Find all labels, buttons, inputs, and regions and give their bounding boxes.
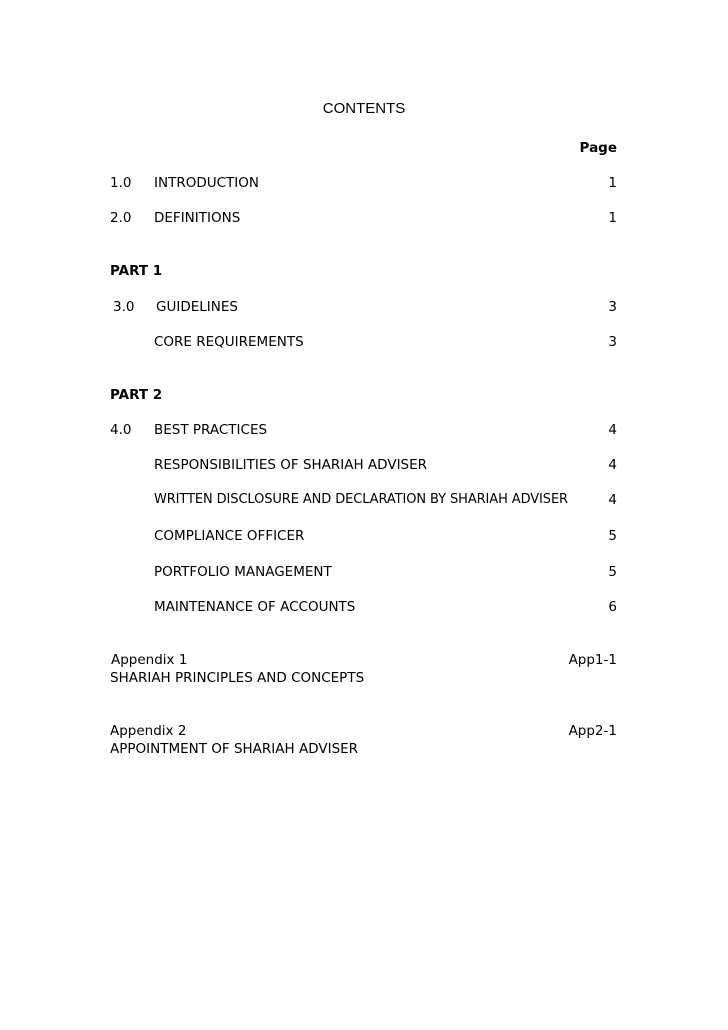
entry-page: 4 (608, 492, 617, 508)
entry-label: GUIDELINES (156, 299, 238, 315)
entry-label: COMPLIANCE OFFICER (154, 528, 305, 544)
appendix-page: App2-1 (568, 723, 617, 739)
entry-number: 4.0 (110, 422, 132, 438)
entry-label: WRITTEN DISCLOSURE AND DECLARATION BY SHARIAH ADVISER (154, 492, 568, 507)
entry-number: 1.0 (110, 175, 132, 191)
entry-page: 5 (608, 564, 617, 580)
entry-label: RESPONSIBILITIES OF SHARIAH ADVISER (154, 457, 428, 473)
entry-page: 4 (608, 457, 617, 473)
entry-page: 1 (608, 175, 617, 191)
entry-label: BEST PRACTICES (154, 422, 268, 438)
part-heading: PART 1 (110, 263, 163, 279)
entry-page: 1 (608, 210, 617, 226)
part-heading: PART 2 (110, 387, 163, 403)
entry-label: MAINTENANCE OF ACCOUNTS (154, 599, 356, 615)
appendix-label: Appendix 1 (111, 652, 188, 668)
entry-page: 6 (608, 599, 617, 615)
entry-page: 3 (608, 299, 617, 315)
entry-page: 4 (608, 422, 617, 438)
appendix-title: SHARIAH PRINCIPLES AND CONCEPTS (110, 670, 365, 686)
entry-number: 3.0 (113, 299, 135, 315)
entry-number: 2.0 (110, 210, 132, 226)
entry-page: 5 (608, 528, 617, 544)
appendix-title: APPOINTMENT OF SHARIAH ADVISER (110, 741, 359, 757)
appendix-label: Appendix 2 (110, 723, 187, 739)
entry-label: CORE REQUIREMENTS (154, 334, 304, 350)
page-column-header: Page (579, 140, 617, 156)
entry-label: PORTFOLIO MANAGEMENT (154, 564, 332, 580)
appendix-page: App1-1 (568, 652, 617, 668)
page-title: CONTENTS (322, 100, 406, 117)
entry-label: DEFINITIONS (154, 210, 241, 226)
entry-label: INTRODUCTION (154, 175, 259, 191)
entry-page: 3 (608, 334, 617, 350)
